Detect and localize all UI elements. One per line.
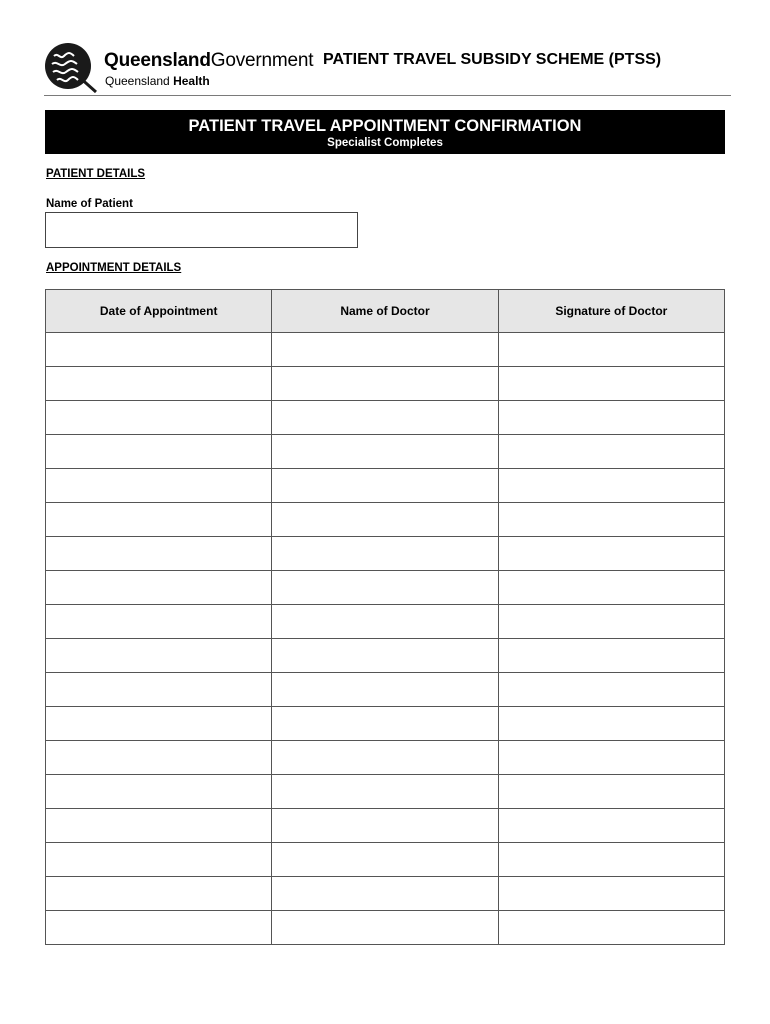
patient-name-label: Name of Patient (46, 198, 133, 210)
signature-of-doctor-cell[interactable] (498, 537, 724, 571)
table-row (46, 401, 725, 435)
name-of-doctor-cell[interactable] (272, 537, 498, 571)
date-of-appointment-cell[interactable] (46, 707, 272, 741)
table-row (46, 775, 725, 809)
name-of-doctor-cell[interactable] (272, 843, 498, 877)
signature-of-doctor-cell[interactable] (498, 843, 724, 877)
date-of-appointment-cell[interactable] (46, 911, 272, 945)
signature-of-doctor-cell[interactable] (498, 877, 724, 911)
date-of-appointment-cell[interactable] (46, 537, 272, 571)
signature-of-doctor-cell[interactable] (498, 809, 724, 843)
table-row (46, 367, 725, 401)
table-row (46, 911, 725, 945)
signature-of-doctor-cell[interactable] (498, 741, 724, 775)
table-row (46, 469, 725, 503)
signature-of-doctor-cell[interactable] (498, 639, 724, 673)
name-of-doctor-cell[interactable] (272, 605, 498, 639)
appointment-table (45, 289, 725, 945)
date-of-appointment-cell[interactable] (46, 469, 272, 503)
table-row (46, 673, 725, 707)
date-of-appointment-cell[interactable] (46, 367, 272, 401)
signature-of-doctor-cell[interactable] (498, 605, 724, 639)
date-of-appointment-cell[interactable] (46, 333, 272, 367)
appointment-table-header-row (46, 290, 725, 333)
date-of-appointment-cell[interactable] (46, 843, 272, 877)
table-row (46, 809, 725, 843)
date-of-appointment-cell[interactable] (46, 605, 272, 639)
date-of-appointment-cell[interactable] (46, 503, 272, 537)
name-of-doctor-cell[interactable] (272, 469, 498, 503)
name-of-doctor-cell[interactable] (272, 707, 498, 741)
table-row (46, 537, 725, 571)
name-of-doctor-cell[interactable] (272, 639, 498, 673)
date-of-appointment-cell[interactable] (46, 877, 272, 911)
date-of-appointment-cell[interactable] (46, 435, 272, 469)
patient-details-heading: PATIENT DETAILS (46, 168, 146, 180)
signature-of-doctor-cell[interactable] (498, 673, 724, 707)
date-of-appointment-cell[interactable] (46, 741, 272, 775)
signature-of-doctor-cell[interactable] (498, 333, 724, 367)
table-row (46, 843, 725, 877)
scheme-title: PATIENT TRAVEL SUBSIDY SCHEME (PTSS) (323, 51, 662, 68)
appointment-table-body (46, 333, 725, 945)
table-row (46, 503, 725, 537)
name-of-doctor-cell[interactable] (272, 435, 498, 469)
signature-of-doctor-cell[interactable] (498, 571, 724, 605)
date-of-appointment-cell[interactable] (46, 571, 272, 605)
table-row (46, 877, 725, 911)
name-of-doctor-cell[interactable] (272, 877, 498, 911)
form-title: PATIENT TRAVEL APPOINTMENT CONFIRMATION (188, 117, 582, 135)
name-of-doctor-cell[interactable] (272, 333, 498, 367)
date-of-appointment-cell[interactable] (46, 639, 272, 673)
name-of-doctor-cell[interactable] (272, 367, 498, 401)
date-of-appointment-cell[interactable] (46, 401, 272, 435)
column-header-doctor-signature: Signature of Doctor (498, 290, 724, 333)
table-row (46, 741, 725, 775)
queensland-emblem-icon (44, 42, 98, 94)
name-of-doctor-cell[interactable] (272, 775, 498, 809)
column-header-date: Date of Appointment (46, 290, 272, 333)
table-row (46, 605, 725, 639)
table-row (46, 571, 725, 605)
table-row (46, 333, 725, 367)
queensland-government-logo (44, 42, 314, 94)
signature-of-doctor-cell[interactable] (498, 401, 724, 435)
signature-of-doctor-cell[interactable] (498, 503, 724, 537)
table-row (46, 707, 725, 741)
name-of-doctor-cell[interactable] (272, 571, 498, 605)
name-of-doctor-cell[interactable] (272, 401, 498, 435)
form-subtitle: Specialist Completes (327, 137, 443, 149)
table-row (46, 435, 725, 469)
signature-of-doctor-cell[interactable] (498, 469, 724, 503)
name-of-doctor-cell[interactable] (272, 503, 498, 537)
date-of-appointment-cell[interactable] (46, 809, 272, 843)
logo-government-name: QueenslandGovernment (104, 50, 314, 71)
name-of-doctor-cell[interactable] (272, 741, 498, 775)
date-of-appointment-cell[interactable] (46, 673, 272, 707)
name-of-doctor-cell[interactable] (272, 673, 498, 707)
logo-department-name: Queensland Health (105, 74, 210, 88)
form-title-banner (45, 110, 725, 154)
signature-of-doctor-cell[interactable] (498, 367, 724, 401)
signature-of-doctor-cell[interactable] (498, 435, 724, 469)
date-of-appointment-cell[interactable] (46, 775, 272, 809)
column-header-doctor-name: Name of Doctor (272, 290, 498, 333)
patient-name-field[interactable] (45, 212, 358, 248)
appointment-details-heading: APPOINTMENT DETAILS (46, 262, 182, 274)
table-row (46, 639, 725, 673)
name-of-doctor-cell[interactable] (272, 911, 498, 945)
header-divider (44, 95, 731, 96)
signature-of-doctor-cell[interactable] (498, 775, 724, 809)
signature-of-doctor-cell[interactable] (498, 911, 724, 945)
name-of-doctor-cell[interactable] (272, 809, 498, 843)
signature-of-doctor-cell[interactable] (498, 707, 724, 741)
